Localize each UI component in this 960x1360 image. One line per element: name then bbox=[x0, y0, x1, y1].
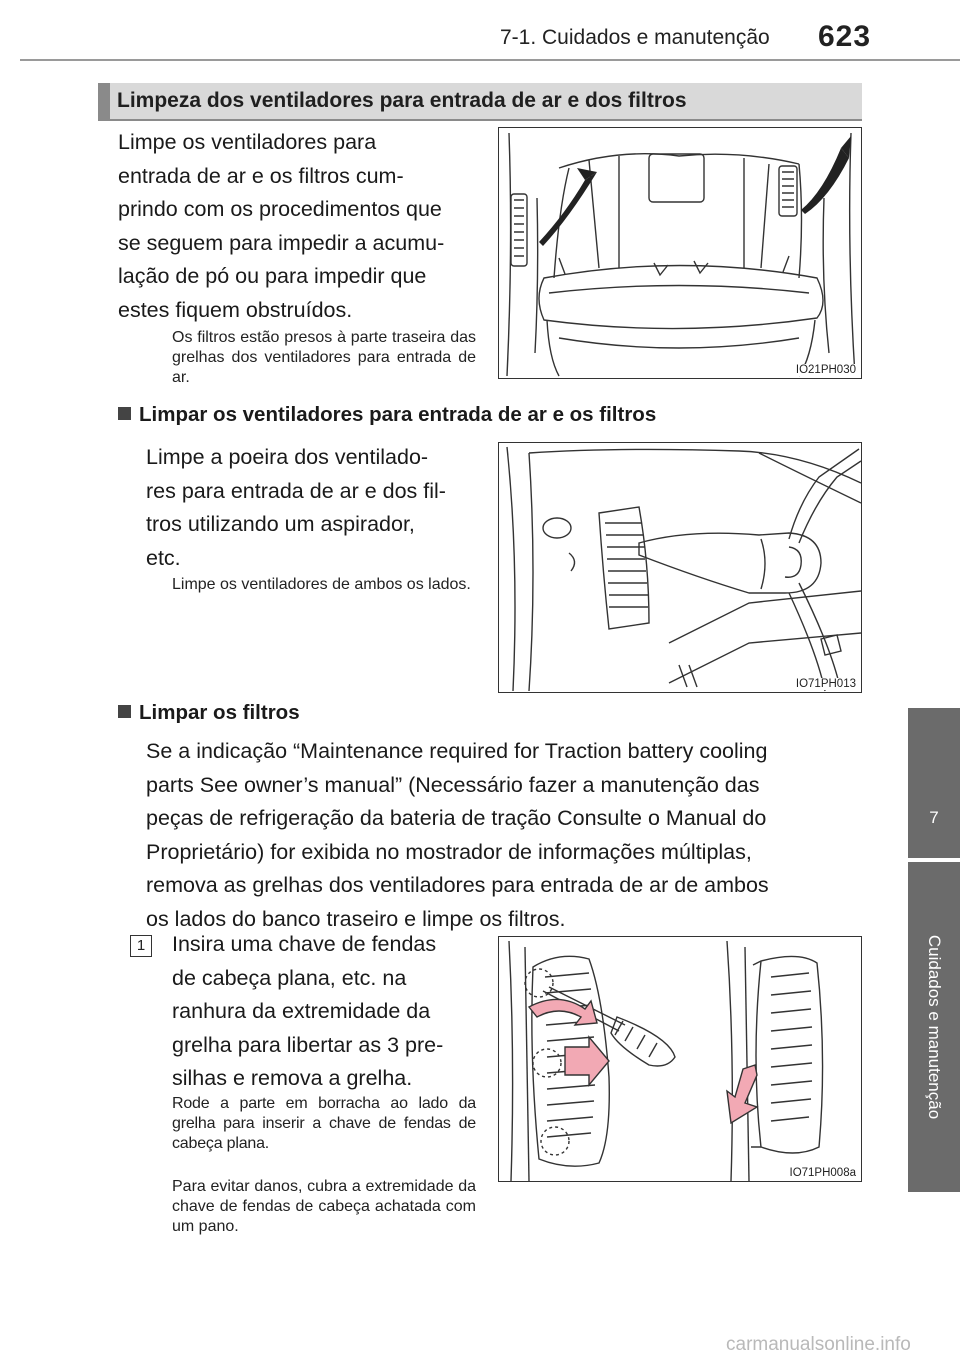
subsection-heading-text: Limpar os filtros bbox=[139, 701, 300, 724]
filters-line: os lados do banco traseiro e limpe os filtros. bbox=[146, 906, 566, 931]
square-bullet-icon bbox=[118, 705, 131, 718]
vents-line: etc. bbox=[146, 545, 181, 570]
step-line: ranhura da extremidade da bbox=[172, 999, 431, 1023]
header-rule bbox=[20, 59, 960, 61]
figure-grille-removal bbox=[498, 936, 862, 1182]
intro-line: lação de pó ou para impedir que bbox=[118, 264, 427, 288]
subsection-heading-vents bbox=[118, 403, 656, 427]
filters-paragraph bbox=[146, 735, 855, 936]
chapter-tab-number-block bbox=[908, 708, 960, 858]
vents-line: tros utilizando um aspirador, bbox=[146, 512, 415, 536]
figure-vacuum-cleaning bbox=[498, 442, 862, 693]
running-header-section: 7-1. Cuidados e manutenção bbox=[500, 26, 770, 49]
figure-code: IO71PH008a bbox=[789, 1167, 856, 1179]
intro-line: estes fiquem obstruídos. bbox=[118, 297, 353, 322]
chapter-tab-number: 7 bbox=[929, 808, 939, 827]
filters-line: Proprietário) for exibida no mostrador de informações múltiplas, bbox=[146, 839, 752, 864]
vents-line: res para entrada de ar e dos fil- bbox=[146, 478, 446, 503]
rear-seat-illustration bbox=[499, 128, 862, 379]
vacuum-illustration bbox=[499, 443, 862, 693]
figure-code: IO71PH013 bbox=[795, 678, 856, 690]
watermark: carmanualsonline.info bbox=[726, 1334, 911, 1355]
intro-paragraph bbox=[118, 126, 476, 327]
subsection-heading-text: Limpar os ventiladores para entrada de ar e os filtros bbox=[139, 403, 657, 426]
intro-line: se seguem para impedir a acumu- bbox=[118, 230, 445, 255]
filters-line: Se a indicação “Maintenance required for Traction battery cooling bbox=[146, 739, 768, 763]
step-number-box: 1 bbox=[130, 935, 152, 957]
figure-code: IO21PH030 bbox=[795, 364, 856, 376]
intro-line: Limpe os ventiladores para bbox=[118, 130, 377, 154]
step-line: grelha para libertar as 3 pre- bbox=[172, 1032, 444, 1057]
step-line: de cabeça plana, etc. na bbox=[172, 965, 407, 990]
grille-removal-illustration bbox=[499, 937, 862, 1182]
intro-line: entrada de ar e os filtros cum- bbox=[118, 163, 404, 188]
vents-line: Limpe a poeira dos ventilado- bbox=[146, 445, 429, 469]
step-note-rubber: Rode a parte em borracha ao lado da grelha para inserir a chave de fendas de cabeça plana. bbox=[172, 1095, 476, 1152]
step-paragraph bbox=[172, 928, 476, 1096]
chapter-tab-title: Cuidados e manutenção bbox=[925, 934, 944, 1120]
vents-note: Limpe os ventiladores de ambos os lados. bbox=[172, 576, 471, 593]
vents-paragraph bbox=[146, 441, 476, 575]
step-line: Insira uma chave de fendas bbox=[172, 932, 437, 956]
page-number: 623 bbox=[818, 20, 872, 53]
subsection-heading-filters bbox=[118, 701, 300, 725]
filters-line: parts See owner’s manual” (Necessário fazer a manutenção das bbox=[146, 772, 760, 797]
section-title: Limpeza dos ventiladores para entrada de ar e dos filtros bbox=[117, 89, 687, 112]
step-note-protect: Para evitar danos, cubra a extremidade da chave de fendas de cabeça achatada com um pano. bbox=[172, 1178, 476, 1235]
filters-line: remova as grelhas dos ventiladores para entrada de ar de ambos bbox=[146, 873, 769, 897]
intro-note: Os filtros estão presos à parte traseira das grelhas dos ventiladores para entrada de ar. bbox=[172, 329, 476, 386]
intro-line: prindo com os procedimentos que bbox=[118, 197, 442, 221]
filters-line: peças de refrigeração da bateria de tração Consulte o Manual do bbox=[146, 806, 767, 830]
square-bullet-icon bbox=[118, 407, 131, 420]
figure-rear-seat-vents bbox=[498, 127, 862, 379]
step-line: silhas e remova a grelha. bbox=[172, 1066, 413, 1090]
